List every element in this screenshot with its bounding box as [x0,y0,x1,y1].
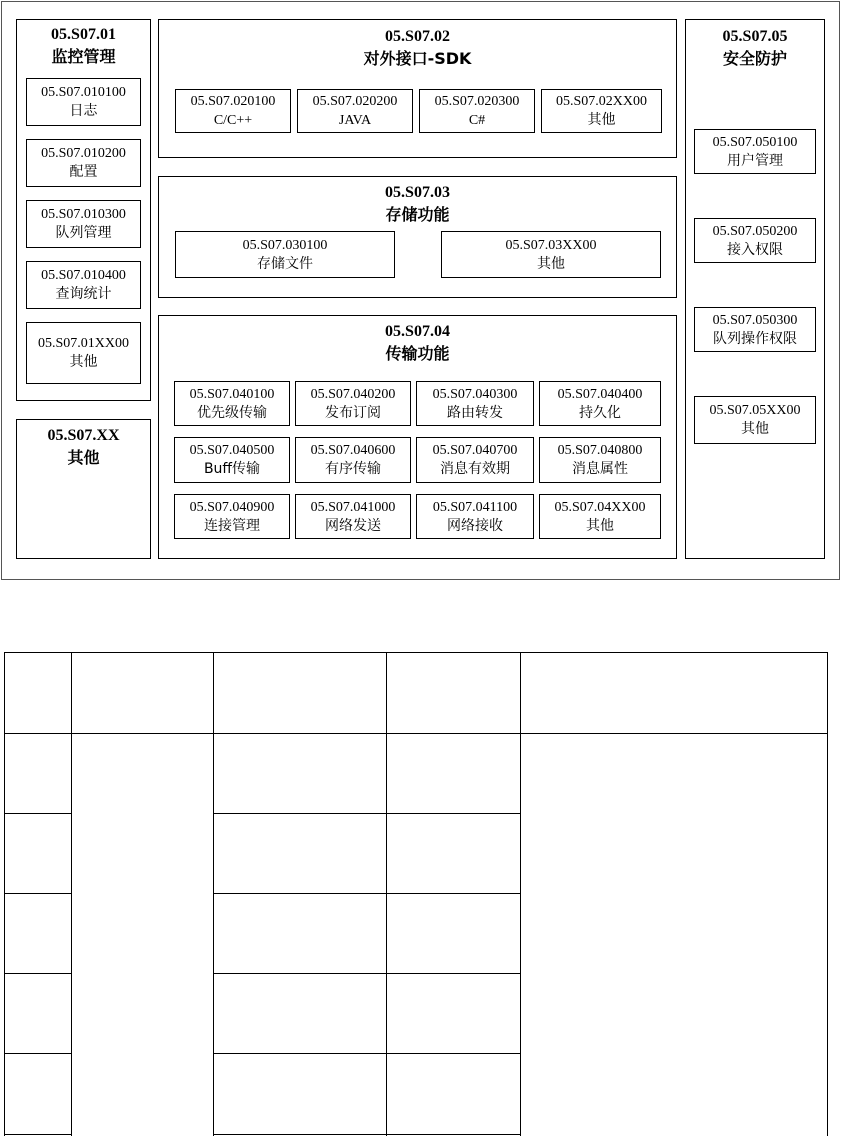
item-box [175,231,395,278]
item-code: 05.S07.040900 [189,499,275,515]
item-box [416,494,534,539]
item-code: 05.S07.040100 [189,386,275,402]
item-box [26,139,141,187]
item-name: 发布订阅 [325,404,381,421]
item-box [416,381,534,426]
table-line [213,652,214,1136]
item-code: 05.S07.040600 [310,443,396,458]
item-name: 用户管理 [727,152,783,169]
item-box [295,494,411,539]
item-box [539,437,661,483]
item-code: 05.S07.040400 [557,386,643,402]
item-name: 队列操作权限 [713,330,797,347]
item-box [694,307,816,352]
table-line [4,1134,72,1135]
panel-title: 监控管理 [51,47,116,66]
item-box [26,78,141,126]
panel-code: 05.S07.03 [385,184,450,201]
item-code: 05.S07.040500 [189,443,275,458]
item-box [297,89,413,133]
item-box [174,437,290,483]
panel-code: 05.S07.05 [722,28,788,45]
panel-title: 安全防护 [722,49,787,68]
panel-security [685,19,825,559]
item-box [174,494,290,539]
item-box [541,89,662,133]
table-line [4,652,5,1136]
item-name: 其他 [537,255,565,272]
item-code: 05.S07.020300 [434,94,520,109]
table-line [4,813,72,814]
item-name: 存储文件 [257,255,313,272]
item-box [174,381,290,426]
item-box [26,200,141,248]
item-name: 路由转发 [447,404,503,421]
table-line [4,973,72,974]
panel-other [16,419,151,559]
panel-code: 05.S07.01 [51,26,116,43]
table-line [213,1134,521,1135]
item-box [441,231,661,278]
item-code: 05.S07.02XX00 [555,94,647,109]
item-code: 05.S07.03XX00 [505,237,597,253]
table-line [213,813,521,814]
item-box [295,381,411,426]
item-name: 查询统计 [55,286,112,302]
item-name: 持久化 [579,404,621,421]
item-code: 05.S07.050100 [712,134,798,150]
item-name: C# [468,113,486,128]
item-box [694,218,816,263]
table-line [520,652,521,1136]
item-name: JAVA [338,113,372,128]
item-code: 05.S07.040800 [557,443,643,458]
item-code: 05.S07.040200 [310,386,396,402]
item-box [694,396,816,444]
item-name: 队列管理 [55,225,112,241]
item-code: 05.S07.010200 [41,146,126,161]
item-name: 其他 [587,112,616,128]
item-name: 消息有效期 [440,461,510,477]
item-name: 配置 [69,164,98,180]
item-name: 接入权限 [727,241,783,258]
panel-title: 传输功能 [385,344,450,363]
item-code: 05.S07.040300 [432,386,518,402]
item-name: 连接管理 [204,517,260,534]
table-line [213,893,521,894]
item-box [539,381,661,426]
item-name: 网络发送 [325,517,381,534]
item-name: 其他 [586,517,614,534]
item-code: 05.S07.010100 [41,85,126,100]
item-name: 其他 [69,354,98,370]
item-box [419,89,535,133]
item-name: 有序传输 [325,461,381,477]
item-box [26,261,141,309]
table-line [386,652,387,1136]
item-code: 05.S07.020100 [190,94,276,109]
item-box [539,494,661,539]
item-name: Buff传输 [203,461,261,477]
item-name: 优先级传输 [197,404,267,421]
table-line [4,1053,72,1054]
item-code: 05.S07.030100 [242,237,328,253]
panel-code: 05.S07.XX [47,427,120,444]
panel-title: 存储功能 [385,205,450,224]
item-box [416,437,534,483]
item-code: 05.S07.050200 [712,223,798,239]
item-name: 网络接收 [447,517,503,534]
item-box [26,322,141,384]
panel-title: 对外接口-SDK [363,49,472,68]
item-code: 05.S07.020200 [312,94,398,109]
panel-code: 05.S07.02 [385,28,450,45]
item-code: 05.S07.04XX00 [554,499,646,515]
item-code: 05.S07.040700 [432,443,518,458]
panel-code: 05.S07.04 [385,323,450,340]
table-line [213,973,521,974]
item-box [175,89,291,133]
table-line [4,652,828,653]
item-code: 05.S07.01XX00 [37,336,129,351]
item-code: 05.S07.050300 [712,312,798,328]
table-line [71,652,72,1136]
item-name: 日志 [69,103,98,119]
item-name: 其他 [741,421,769,437]
item-box [694,129,816,174]
panel-title: 其他 [67,448,100,467]
item-box [295,437,411,483]
item-name: 消息属性 [572,461,628,477]
item-code: 05.S07.041000 [310,499,396,515]
table-line [213,1053,521,1054]
item-code: 05.S07.041100 [432,499,518,515]
item-code: 05.S07.05XX00 [709,403,801,418]
table-line [827,652,828,1136]
table-line [4,733,828,734]
item-code: 05.S07.010400 [41,268,126,283]
item-code: 05.S07.010300 [41,207,126,222]
table-line [4,893,72,894]
item-name: C/C++ [213,113,253,128]
